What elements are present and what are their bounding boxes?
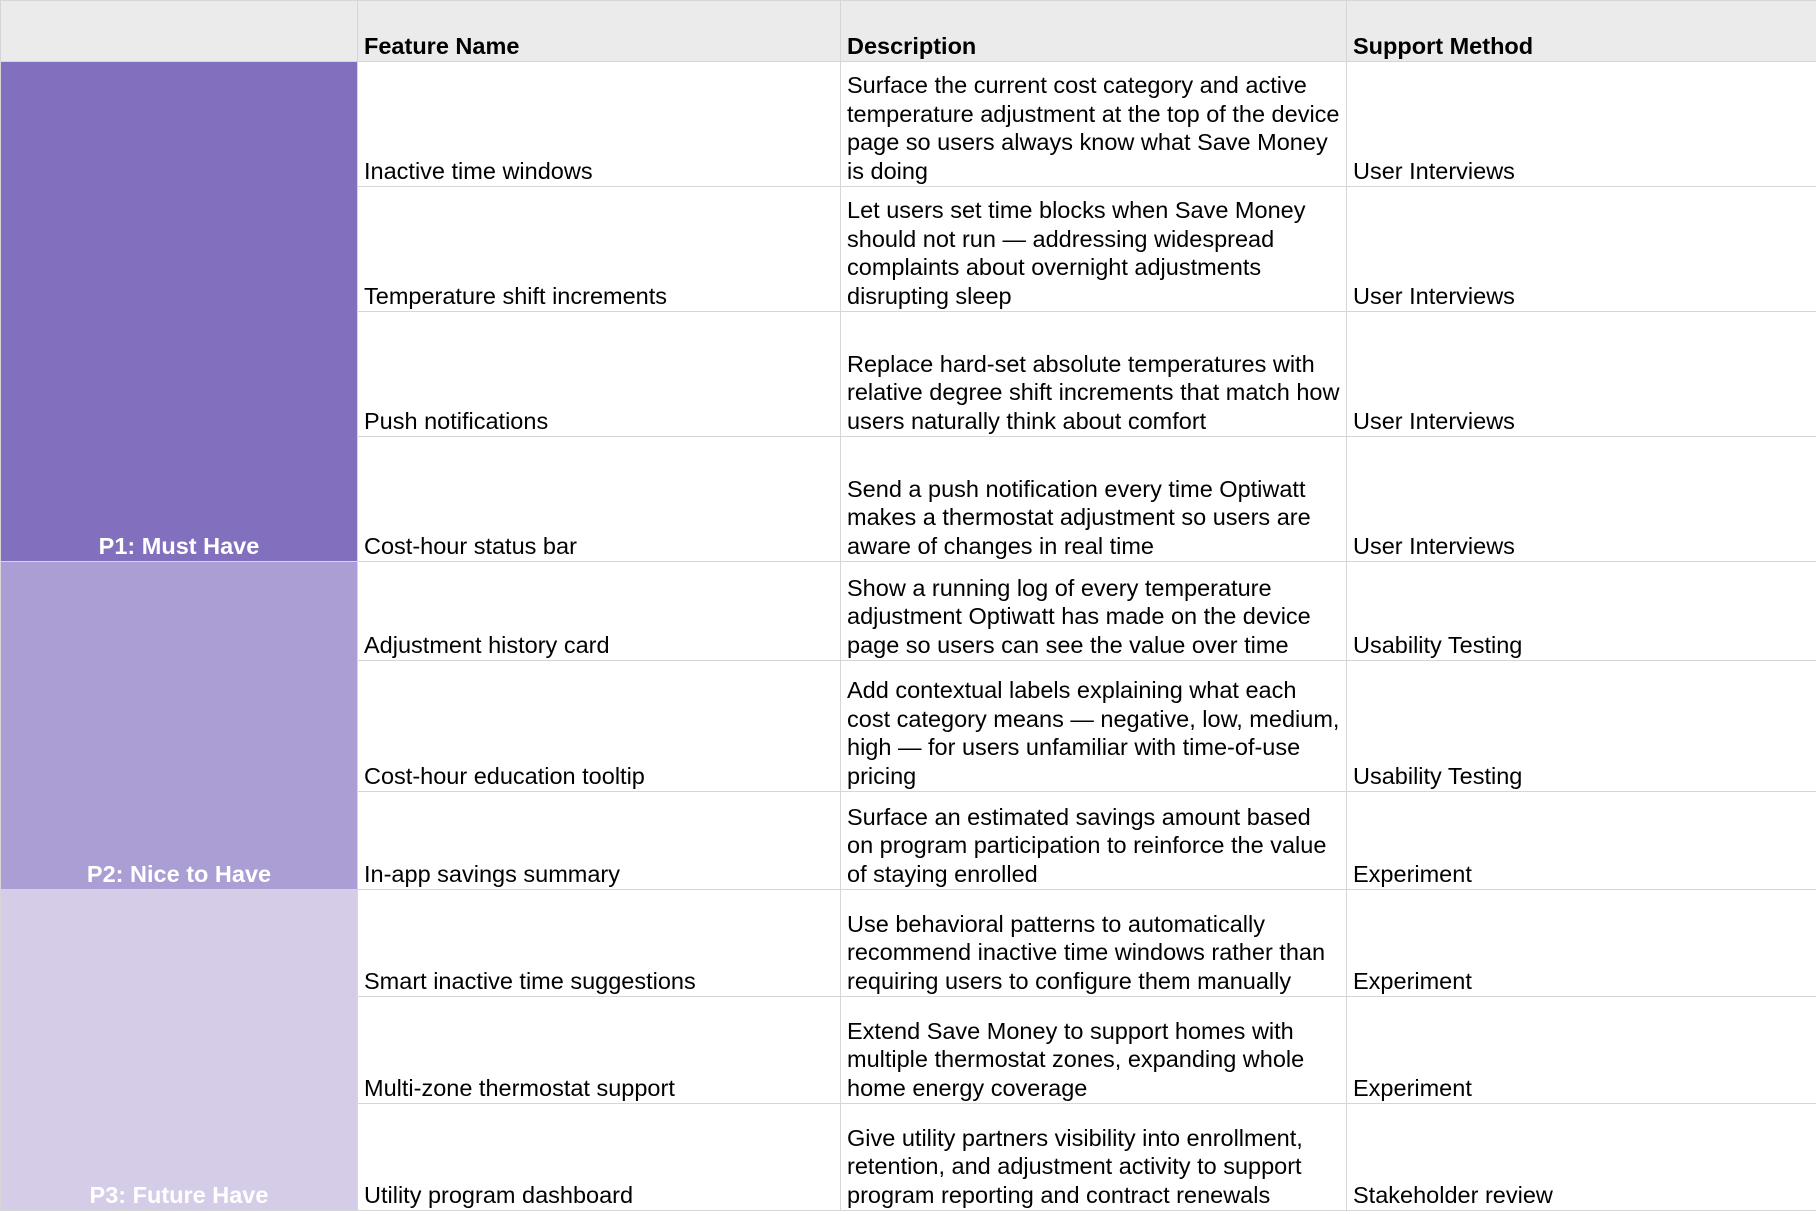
priority-p3-cell[interactable] — [1, 890, 358, 1211]
feature-cell[interactable]: Cost-hour education tooltip — [358, 661, 841, 792]
feature-cell[interactable]: Adjustment history card — [358, 562, 841, 661]
priority-p2-cell[interactable] — [1, 562, 358, 890]
method-cell[interactable]: Experiment — [1347, 792, 1816, 890]
table-row — [1, 890, 1816, 997]
description-header[interactable]: Description — [841, 1, 1347, 62]
feature-cell[interactable]: Multi-zone thermostat support — [358, 997, 841, 1104]
method-cell[interactable]: User Interviews — [1347, 62, 1816, 187]
description-cell[interactable]: Add contextual labels explaining what each cost category means — negative, low, medium, high — for users unfamiliar with time-of-use pricing — [841, 661, 1347, 792]
method-cell[interactable]: Experiment — [1347, 890, 1816, 997]
method-cell[interactable]: Stakeholder review — [1347, 1104, 1816, 1211]
method-cell[interactable]: User Interviews — [1347, 187, 1816, 312]
support-method-header[interactable]: Support Method — [1347, 1, 1816, 62]
method-cell[interactable]: User Interviews — [1347, 312, 1816, 437]
method-cell[interactable]: Experiment — [1347, 997, 1816, 1104]
corner-cell[interactable] — [1, 1, 358, 62]
table-row — [1, 562, 1816, 661]
feature-cell[interactable]: Utility program dashboard — [358, 1104, 841, 1211]
priority-p1-cell[interactable] — [1, 62, 358, 562]
feature-cell[interactable]: Push notifications — [358, 312, 841, 437]
feature-cell[interactable]: Cost-hour status bar — [358, 437, 841, 562]
description-cell[interactable]: Send a push notification every time Optiwatt makes a thermostat adjustment so users are aware of changes in real time — [841, 437, 1347, 562]
feature-cell[interactable]: Smart inactive time suggestions — [358, 890, 841, 997]
feature-cell[interactable]: Temperature shift increments — [358, 187, 841, 312]
description-cell[interactable]: Extend Save Money to support homes with multiple thermostat zones, expanding whole home energy coverage — [841, 997, 1347, 1104]
description-cell[interactable]: Use behavioral patterns to automatically recommend inactive time windows rather than requiring users to configure them manually — [841, 890, 1347, 997]
description-cell[interactable]: Surface the current cost category and active temperature adjustment at the top of the device page so users always know what Save Money is doing — [841, 62, 1347, 187]
description-cell[interactable]: Show a running log of every temperature adjustment Optiwatt has made on the device page so users can see the value over time — [841, 562, 1347, 661]
feature-cell[interactable]: In-app savings summary — [358, 792, 841, 890]
priority-label: P2: Nice to Have — [86, 860, 272, 887]
table-row — [1, 62, 1816, 187]
method-cell[interactable]: Usability Testing — [1347, 562, 1816, 661]
priority-label: P1: Must Have — [98, 532, 260, 559]
method-cell[interactable]: Usability Testing — [1347, 661, 1816, 792]
feature-cell[interactable]: Inactive time windows — [358, 62, 841, 187]
description-cell[interactable]: Replace hard-set absolute temperatures with relative degree shift increments that match how users naturally think about comfort — [841, 312, 1347, 437]
description-cell[interactable]: Give utility partners visibility into enrollment, retention, and adjustment activity to support program reporting and contract renewals — [841, 1104, 1347, 1211]
header-row — [1, 1, 1816, 62]
description-cell[interactable]: Let users set time blocks when Save Money should not run — addressing widespread complaints about overnight adjustments disrupting sleep — [841, 187, 1347, 312]
description-cell[interactable]: Surface an estimated savings amount based on program participation to reinforce the value of staying enrolled — [841, 792, 1347, 890]
priority-label: P3: Future Have — [89, 1181, 269, 1208]
method-cell[interactable]: User Interviews — [1347, 437, 1816, 562]
feature-name-header[interactable]: Feature Name — [358, 1, 841, 62]
